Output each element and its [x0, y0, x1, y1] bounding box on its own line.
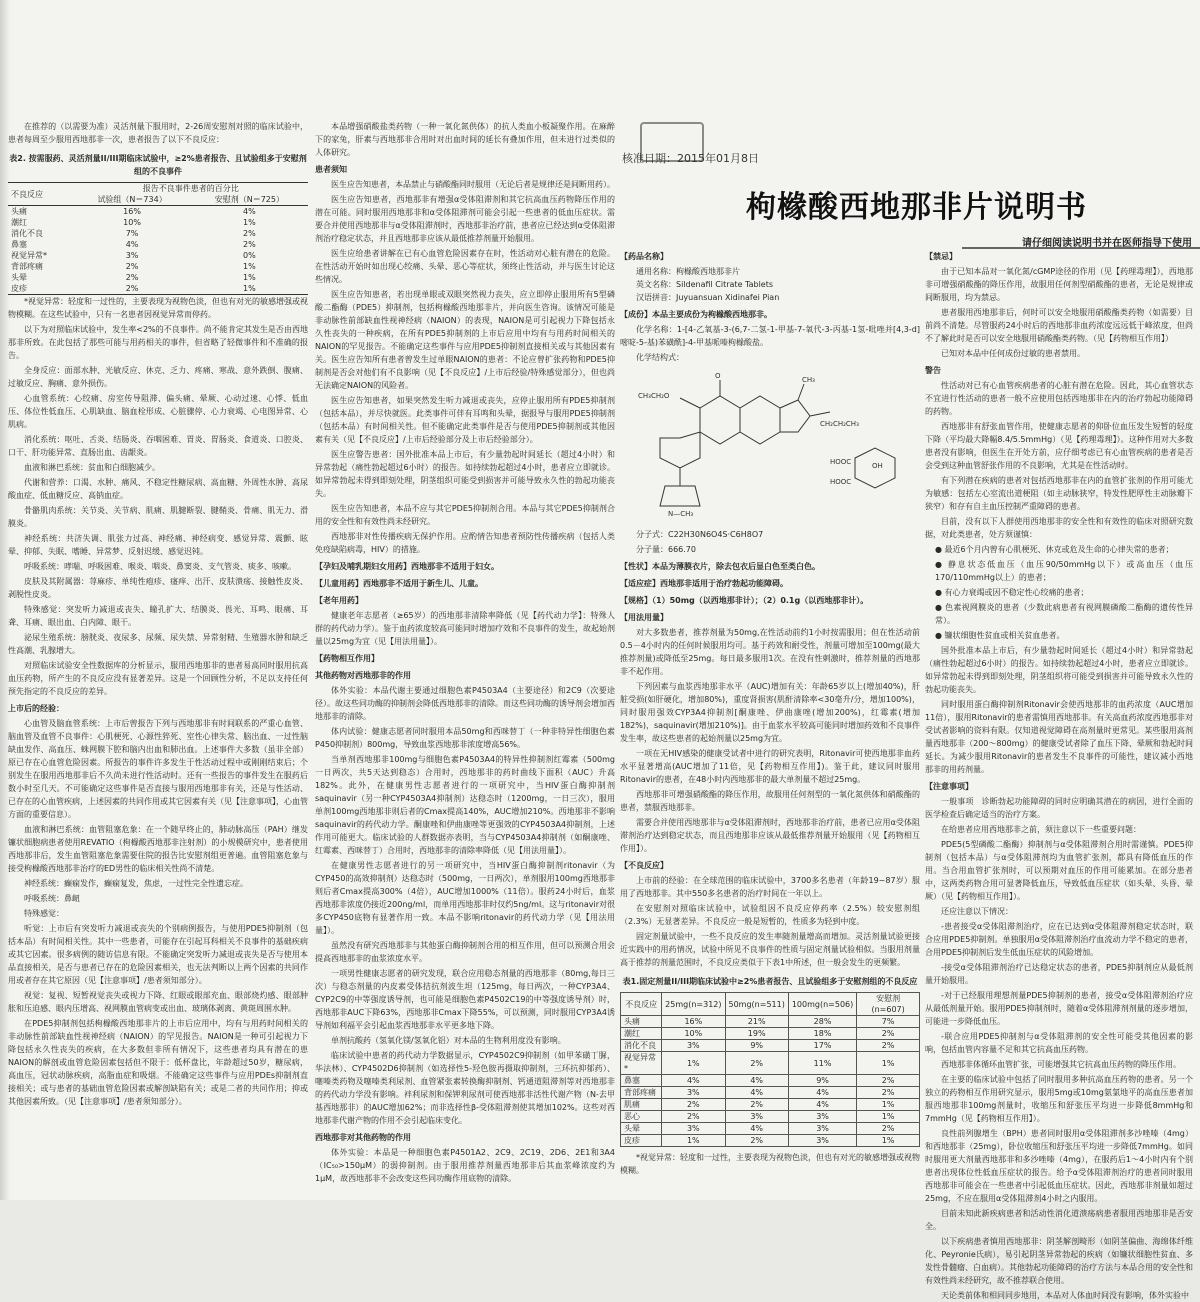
table-cell: 10% [662, 1028, 725, 1040]
table-cell: 2% [725, 1135, 788, 1147]
other-drug-heading: 西地那非对其他药物的作用 [315, 1133, 411, 1142]
warning-paragraph: 同时服用蛋白酶抑制剂Ritonavir会使西地那非的血药浓度（AUC增加11倍），服用Ritonavir的患者需慎用西地那非。有关高血药浓度西地那非对受试者影响的资料有限。仅知道视觉障碍在高剂量时更常见。某些服用高剂量西地那非（200～800mg）的健康受试者除了血压下降、晕厥和勃起时间延长。为减少服用Ritonavir的患者发生不良事件的可能性，建议减小西地那非的用药剂量。 [925, 700, 1193, 774]
table-cell: 4% [725, 1087, 788, 1099]
patient-info-paragraph: 医生应给患者讲解在已有心血管危险因素存在时，性活动对心脏有潜在的危险。在性活动开始时如出现心绞痛、头晕、恶心等症状，须终止性活动，并与医生讨论这些情况。 [315, 249, 615, 284]
drug-name-heading: 【药品名称】 [620, 252, 668, 261]
warning-bullet [925, 543, 1193, 556]
table-cell: 4% [725, 1123, 788, 1135]
chemical-name: 化学名称：1-[4-乙氧基-3-(6,7-二氢-1-甲基-7-氧代-3-丙基-1氢-吡唑并[4,3-d]嘧啶-5-基)苯磺酰]-4-甲基哌嗪枸橼酸盐。 [620, 325, 920, 347]
notes-paragraph: 以下疾病患者慎用西地那非：阴茎解剖畸形（如阴茎偏曲、海绵体纤维化、Peyronie氏病），易引起阴茎异常勃起的疾病（如镰状细胞性贫血、多发性骨髓瘤、白血病）。其他勃起功能障碍的治疗方法与本品合用的安全性和有效性尚未经研究，故不推荐联合使用。 [925, 1237, 1193, 1285]
notes-paragraph: 目前未知此新疾病患者和活动性消化道溃疡病患者服用西地那非是否安全。 [925, 1209, 1193, 1231]
patient-info-paragraph: 医生应告知患者，西地那非有增强α受体阻滞剂和其它抗高血压药物降压作用的潜在可能。同时服用西地那非和α受体阻滞剂可能会引起一些患者的低血压症状。需要合并使用西地那非与α受体阻滞剂时，西地那非治疗前，患者应已经达到α受体阻滞剂治疗稳定状态，并且西地那非应该从最低推荐剂量开始服用。 [315, 195, 615, 243]
svg-text:N—CH₃: N—CH₃ [668, 510, 694, 518]
interaction-heading: 【药物相互作用】 [315, 654, 379, 663]
usage-paragraph: 西地那非可增强硝酸酯的降压作用，故服用任何剂型的一氧化氮供体和硝酸酯的患者，禁服西地那非。 [620, 790, 920, 812]
interaction-paragraph: 体内试验：健康志愿者同时服用本品50mg和西咪替丁（一种非特异性细胞色素P450抑制剂）800mg，导致血浆西地那非浓度增高56%。 [315, 727, 615, 749]
table-cell: 2% [725, 1052, 788, 1075]
table-cell: 消化不良 [621, 1040, 662, 1052]
col1-paragraph: 以下为对照临床试验中，发生率<2%的不良事件。尚不能肯定其发生是否由西地那非所致。在此包括了那些可能与用药相关的事件，但省略了轻微事件和不准确的报告。 [8, 325, 308, 360]
table-cell: 2% [662, 1099, 725, 1111]
table-cell: 11% [788, 1052, 856, 1075]
table-cell: 4% [662, 1075, 725, 1087]
warning-paragraph: 国外批准本品上市后，有少量勃起时间延长（超过4小时）和异常勃起（痛性勃起超过6小时）的报告。如持续勃起超过4小时，患者应立即就诊。如异常勃起未得到即刻处理，阴茎组织将可能受到损害并可能导致永久性的勃起功能丧失。 [925, 646, 1193, 694]
interaction-paragraph: 体外实验：本品代谢主要通过细胞色素P4503A4（主要途径）和2C9（次要途径）。故这些同功酶的抑制剂会降低西地那非的清除。而这些同功酶的诱导剂会增加西地那非的清除。 [315, 686, 615, 721]
bullet-text: 最近6个月内曾有心肌梗死、休克或危及生命的心律失常的患者； [944, 545, 1174, 554]
table-cell: 10% [123, 218, 141, 227]
table-cell: 21% [725, 1016, 788, 1028]
notes-paragraph: -接受α受体阻滞剂治疗已达稳定状态的患者，PDE5抑制剂应从最低剂量开始服用。 [925, 963, 1193, 985]
patient-info-paragraph: 医生应告知患者，若出现单眼或双眼突然视力丧失，应立即停止服用所有5型磷酸二酯酶（PDE5）抑制剂，包括枸橼酸西地那非片，并向医生咨询。该情况可能是非动脉性前部缺血性视神经病（NAION）的表现，NAION是可引起视力下降包括永久性丧失的一种疾病，在所有PDE5抑制剂的上市后应用中均有与用药时间相关的NAION的罕见报告。不能确定这些事件与应用PDE5抑制剂直接相关或与其他因素有关。医生应告知所有患者曾发生过单眼NAION的患者：不论应曾扩张药物和PDE5抑制剂是否会对他们有不良影响（见【不良反应】/上市后经验/特殊感觉部分），但也尚无法确定NAION的风险者。 [315, 290, 615, 390]
usage-paragraph: 一项在无HIV感染的健康受试者中进行的研究表明，Ritonavir可使西地那非血药水平显著增高(AUC增加了11倍，见【药物相互作用】)。鉴于此，建议同时服用Ritonavir的患者，在48小时内西地那非的最大单剂量不超过25mg。 [620, 749, 920, 784]
table-cell: 2% [857, 1123, 920, 1135]
table-cell: 2% [243, 229, 256, 238]
patient-info-paragraph: 西地那非对性传播疾病无保护作用。应酌情告知患者预防性传播疾病（包括人类免疫缺陷病毒，HIV）的措施。 [315, 532, 615, 554]
table-cell: 视觉异常* [621, 1052, 662, 1075]
table-header-cell: 安慰剂(n=607) [857, 993, 920, 1016]
table-cell: 1% [857, 1099, 920, 1111]
bullet-icon: ● [935, 560, 949, 569]
warning-paragraph: 西地那非有舒张血管作用，使健康志愿者的仰卧位血压发生短暂的轻度下降（平均最大降幅8.4/5.5mmHg）（见【药理毒理】）。这种作用对大多数患者没有影响，但医生在开处方前，应仔细考虑已有心血管疾病的患者是否会受到这种血管舒张作用的不良影响，尤其是在性活动时。 [925, 422, 1193, 470]
warning-heading: 警告 [925, 366, 941, 375]
svg-text:HOOC: HOOC [830, 478, 852, 486]
table-cell: 1% [243, 218, 256, 227]
table2-head-placebo: 安慰剂（N＝725） [214, 195, 284, 204]
interaction-paragraph: 临床试验中患者的药代动力学数据显示，CYP4502C9抑制剂（如甲苯磺丁脲，华法林）、CYP4502D6抑制剂（如选择性5-羟色胺再摄取抑制剂，三环抗抑郁药）、噻嗪类药物及噻嗪类利尿剂、血管紧张素转换酶抑制剂、钙通道阻滞剂等对西地那非的药代动力学没有影响。袢利尿剂和保钾利尿剂可使西地那非活性代谢产物（N-去甲基西地那非）的AUC增加62%；而非选择性β-受体阻滞剂使其增加102%。这些对西地那非代谢产物的作用不会引起临床变化。 [315, 1051, 615, 1125]
table-row [8, 283, 308, 295]
table-row [8, 239, 308, 250]
postmarket-paragraph: 特殊感觉： [24, 909, 64, 918]
table-cell: 4% [788, 1087, 856, 1099]
adverse-paragraph: 在安慰剂对照临床试验中，试验组因不良反应停药率（2.5%）较安慰剂组（2.3%）无显著差异。不良反应一般是短暂的，性质多为轻到中度。 [620, 904, 920, 926]
table-cell: 2% [125, 284, 139, 293]
table-cell: 背部疼痛 [621, 1087, 662, 1099]
table-cell: 0% [243, 251, 256, 260]
svg-text:OH: OH [872, 462, 883, 470]
table1-footnote: *视觉异常：轻度和一过性，主要表现为视物色淡，但也有对光的敏感增强或视物模糊。 [620, 1153, 920, 1175]
chemical-structure-image [620, 368, 920, 518]
usage-paragraph: 需要合并使用西地那非与α受体阻滞剂时，西地那非治疗前，患者已应用α受体阻滞剂治疗达到稳定状态，而且西地那非应该从最低推荐剂量开始服用（见【药物相互作用】）。 [620, 818, 920, 853]
table-cell: 3% [788, 1123, 856, 1135]
table-cell: 鼻塞 [11, 240, 27, 249]
table-cell: 皮疹 [11, 284, 27, 293]
col1-paragraph: 神经系统：共济失调、肌张力过高、神经痛、神经病变、感觉异常、震颤、眩晕、抑郁、失眠、嗜睡、异常梦、反射迟缓、感觉迟钝。 [8, 534, 308, 556]
bullet-icon: ● [935, 545, 945, 554]
col2-top: 本品增强硝酸盐类药物（一种一氧化氮供体）的抗人类血小板凝聚作用。在麻醉下的家兔，肝素与西地那非合用时对出血时间的延长有叠加作用，但未进行过类似的人体研究。 [315, 122, 615, 157]
english-name: 英文名称：Sildenafil Citrate Tablets [636, 280, 774, 289]
interaction-paragraph: 虽然没有研究西地那非与其他蛋白酶抑制剂合用的相互作用，但可以预测合用会提高西地那非的血浆浓度水平。 [315, 941, 615, 963]
table2-group-header: 报告不良事件患者的百分比 [142, 184, 239, 193]
column-3 [620, 246, 920, 1206]
table-cell: 肌痛 [621, 1099, 662, 1111]
column-2 [315, 120, 615, 1183]
table2 [8, 182, 308, 295]
table-cell: 背部疼痛 [11, 262, 43, 271]
table-cell: 头晕 [621, 1123, 662, 1135]
notes-paragraph: 西地那非体循环血管扩张，可能增强其它抗高血压药物的降压作用。 [941, 1060, 1181, 1069]
table1-caption: 表1.固定剂量II/III期临床试验中≥2%患者报告、且试验组多于安慰剂组的不良反应 [622, 977, 918, 986]
children-section: 【儿童用药】西地那非不适用于新生儿、儿童。 [315, 579, 483, 588]
col1-paragraph: 特殊感觉：突发听力减退或丧失、瞳孔扩大、结膜炎、畏光、耳鸣、眼痛、耳聋、耳痛、眼出血、白内障、眼干。 [8, 605, 308, 627]
col1-paragraph: 呼吸系统：哮喘、呼吸困难、喉炎、咽炎、鼻窦炎、支气管炎、痰多、咳嗽。 [24, 562, 296, 571]
contraindication-paragraph: 由于已知本品对一氧化氮/cGMP途径的作用（见【药理毒理】），西地那非可增强硝酸酯的降压作用，故服用任何剂型硝酸酯的患者，无论是规律或间断服用，均为禁忌。 [925, 267, 1193, 302]
col1-paragraph: 对照临床试验安全性数据库的分析显示，服用西地那非的患者易高同时服用抗高血压药物，所产生的不良反应没有显著差异。这是一个回顾性分析，不足以支持任何预先指定的不良反应的差异。 [8, 661, 308, 696]
table-cell: 2% [243, 240, 256, 249]
adverse-paragraph: 固定剂量试验中，一些不良反应的发生率随剂量增高而增加。灵活剂量试验更接近实践中的用药情况，试验中所见不良事件的性质与固定剂量试验相似。当服用剂量高于推荐的剂量范围时，不良反应类似于下表1中所述，但一般会发生的更频繁。 [620, 932, 920, 967]
molecular-formula: 分子式：C22H30N6O4S·C6H8O7 [636, 530, 764, 539]
patient-info-paragraph: 医生应警告患者：国外批准本品上市后，有少量勃起时间延长（超过4小时）和异常勃起（痛性勃起超过6小时）的报告。如持续勃起超过4小时，患者应立即就诊。如异常勃起未得到即刻处理，阴茎组织可能受到损害并可能导致永久性的勃起功能丧失。 [315, 450, 615, 498]
warning-bullet [925, 601, 1193, 627]
table-row [621, 1040, 920, 1052]
table-cell: 3% [125, 251, 139, 260]
table-cell: 恶心 [621, 1111, 662, 1123]
svg-text:CH₃: CH₃ [802, 376, 815, 384]
table-cell: 16% [123, 207, 141, 216]
warning-paragraph: 有下列潜在疾病的患者对包括西地那非在内的血管扩张剂的作用可能尤为敏感：包括左心室流出道梗阻（如主动脉狭窄，特发性肥厚性主动脉瓣下狭窄）和存有自主血压控制严重障碍的患者。 [925, 476, 1193, 511]
table-cell: 3% [662, 1040, 725, 1052]
usage-heading: 【用法用量】 [620, 613, 668, 622]
table-cell: 头痛 [621, 1016, 662, 1028]
notes-paragraph: 良性前列腺增生（BPH）患者同时服用α受体阻滞剂多沙唑嗪（4mg）和西地那非（25mg），卧位收缩压和舒张压平均进一步降低7mmHg。如同时服用更大剂量西地那非和多沙唑嗪（4mg），在服药后1～4小时内有个别患者出现体位性低血压症状的报告。给予α受体阻滞剂治疗的患者同时服用西地那非可能会在一些患者中引起低血压症状。因此，西地那非剂量如超过25mg，不应在服用α受体阻滞剂4小时之内服用。 [925, 1129, 1193, 1203]
leaflet-header [620, 118, 1200, 249]
table-cell: 鼻塞 [621, 1075, 662, 1087]
table-header-row [621, 993, 920, 1016]
bullet-text: 色素视网膜炎的患者（少数此病患者有视网膜磷酸二酯酶的遗传性异常）。 [935, 603, 1193, 625]
interaction-paragraph: 在健康男性志愿者进行的另一项研究中，当HIV蛋白酶抑制剂ritonavir（为CYP450的高效抑制剂）达稳态时（500mg，一日两次），单剂服用100mg西地那非则后者Cmax提高300%（4倍），AUC增加1000%（11倍）。服药24小时后，血浆西地那非浓度仍接近200ng/ml，而单用西地那非时仅约5ng/ml。这与ritonavir对很多CYP450底物有显著作用一致。本品不影响ritonavir的药代动力学（见【用法用量】）。 [315, 861, 615, 935]
contraindication-heading: 【禁忌】 [925, 252, 957, 261]
postmarket-paragraph: 听觉：上市后有突发听力减退或丧失的个别病例报告，与使用PDE5抑制剂（包括本品）有时间相关性。其中一些患者，可能存在引起耳科相关不良事件的基础疾病或其它因素。很多病例的随访信息有限。不能确定突发听力减退或丧失是否与使用本品直接相关，是否与患者已存在的危险因素相关，也无法判断以上两个因素的共同作用或者存在其它原因（见【注意事项】/患者须知部分）。 [8, 924, 308, 985]
table-cell: 4% [725, 1075, 788, 1087]
col1-paragraph: *视觉异常：轻度和一过性的，主要表现为视物色淡，但也有对光的敏感增强或视物模糊。在这些试验中，只有一名患者因视觉异常而停药。 [8, 297, 308, 319]
table-cell: 2% [125, 262, 139, 271]
postmarket-paragraph: 呼吸系统：鼻衄 [24, 894, 80, 903]
notes-paragraph: -患者接受α受体阻滞剂治疗，应在已达到α受体阻滞剂稳定状态时，联合应用PDE5抑制剂。单独服用α受体阻滞剂治疗血流动力学不稳定的患者，合用PDE5抑制剂后发生低血压症状的风险增加。 [925, 922, 1193, 957]
table2-head-adverse: 不良反应 [11, 189, 43, 199]
table-header-cell: 100mg(n=506) [788, 993, 856, 1016]
interaction-subheading: 其他药物对西地那非的作用 [315, 671, 411, 680]
svg-text:CH₂CH₂CH₃: CH₂CH₂CH₃ [820, 420, 859, 428]
table-cell: 1% [243, 284, 256, 293]
svg-text:O: O [715, 372, 721, 380]
ingredient-section: 【成份】本品主要成份为枸橼酸西地那非。 [620, 310, 772, 319]
table-cell: 2% [857, 1028, 920, 1040]
patient-info-paragraph: 医生应告知患者，如果突然发生听力减退或丧失，应停止服用所有PDE5抑制剂（包括本品），并尽快就医。此类事件可伴有耳鸣和头晕，据报导与服用PDE5抑制剂（包括本品）有时间相关性。但不能确定此类事件是否与使用PDE5抑制剂或其他因素有关（见【不良反应】/上市后经验部分及上市后经验部分）。 [315, 396, 615, 444]
table-row [621, 1016, 920, 1028]
document-title: 枸橼酸西地那非片说明书 [746, 190, 1087, 225]
table-cell: 1% [243, 262, 256, 271]
table-row [621, 1099, 920, 1111]
table-cell: 2% [725, 1099, 788, 1111]
table-header-cell: 25mg(n=312) [662, 993, 725, 1016]
notes-paragraph: 天论类前体和相同同步地用，本品对人体血时间没有影响，体外实验中 [941, 1291, 1189, 1300]
table1 [620, 992, 920, 1147]
elderly-text: 健康老年志愿者（≥65岁）的西地那非清除率降低（见【药代动力学】：特殊人群的药代动力学）。鉴于血药浓度较高可能同时增加疗效和不良事件的发生，故起始剂量以25mg为宜（见【用法用量】）。 [315, 611, 615, 646]
other-drug-text: 体外实验：本品是一种细胞色素P4501A2、2C9、2C19、2D6、2E1和3A4（IC₅₀>150μM）的弱抑制剂。由于服用推荐剂量西地那非后其血浆峰浓度约为1μM，故西地那非不会改变这些同功酶作用底物的清除。 [315, 1148, 615, 1183]
table-cell: 3% [662, 1087, 725, 1099]
interaction-paragraph: 当单剂西地那非100mg与细胞色素P4503A4的特异性抑制剂红霉素（500mg一日两次，共5天达到稳态）合用时，西地那非的药时曲线下面积（AUC）升高182%。此外，在健康男性志愿者进行的一项研究中，当HIV蛋白酶抑制剂saquinavir（另一种CYP4503A4抑制剂）达稳态时（1200mg，一日三次），服用单剂100mg西地那非则后者的Cmax提高140%，AUC增加210%。西地那非不影响saquinavir的药代动力学。酮康唑和伊曲康唑等更强效的CYP4503A4抑制剂，上述作用可能更大。临床试验的人群数据亦表明，当与CYP4503A4抑制剂（如酮康唑、红霉素、西咪替丁）合用时，西地那非的清除率降低（见【用法用量】）。 [315, 755, 615, 855]
table-cell: 皮疹 [621, 1135, 662, 1147]
table-cell: 16% [662, 1016, 725, 1028]
bullet-icon: ● [935, 603, 946, 612]
table-cell: 2% [857, 1087, 920, 1099]
table-cell: 9% [788, 1075, 856, 1087]
table-cell: 4% [788, 1099, 856, 1111]
table-cell: 1% [857, 1135, 920, 1147]
notes-heading: 【注意事项】 [925, 782, 973, 791]
notes-paragraph: -联合应用PDE5抑制剂与α受体阻滞剂的安全性可能受其他因素的影响，包括血管内容量不足和其它抗高血压药物。 [925, 1032, 1193, 1054]
warning-paragraph: 目前，没有以下人群使用西地那非的安全性和有效性的临床对照研究数据，对此类患者，处方须谨慎： [925, 517, 1193, 539]
warning-bullet [925, 586, 1193, 599]
table-cell: 3% [788, 1111, 856, 1123]
bullet-text: 有心力衰竭或因不稳定性心绞痛的患者； [944, 588, 1089, 597]
table-cell: 4% [243, 207, 256, 216]
table-row [621, 1087, 920, 1099]
postmarket-paragraph: 在PDE5抑制剂包括枸橼酸西地那非片的上市后应用中，均有与用药时间相关的非动脉性前部缺血性视神经病（NAION）的罕见报告。NAION是一种可引起视力下降包括永久性丧失的疾病，在大多数但非所有情况下，这些患者均具有潜在的患NAION的解剖或血管危险因素包括但不限于：低杯盘比，年龄超过50岁，糖尿病，高血压，冠状动脉疾病，高脂血症和吸烟。不能确定这些事件与应用PDEs抑制剂直接相关；或与患者的基础血管危险因素或解剖缺陷有关；或是二者的共同作用；抑或其他因素所致。（见【注意事项】/患者须知部分）。 [8, 1019, 308, 1106]
col1-paragraph: 血液和淋巴系统：贫血和白细胞减少。 [24, 463, 160, 472]
table-row [8, 228, 308, 239]
table-row [8, 217, 308, 228]
table-cell: 4% [125, 240, 139, 249]
approval-date: 核准日期：2015年01月8日 [622, 152, 759, 165]
table-row [621, 1075, 920, 1087]
table-header-cell: 50mg(n=511) [725, 993, 788, 1016]
table-cell: 7% [125, 229, 139, 238]
adverse-heading: 【不良反应】 [620, 861, 668, 870]
table-cell: 1% [243, 273, 256, 282]
notes-paragraph: 在给患者应用西地那非之前，须注意以下一些重要问题： [941, 825, 1141, 834]
notes-paragraph: 在主要的临床试验中包括了同时服用多种抗高血压药物的患者。另一个独立的药物相互作用研究显示，服用5mg或10mg氨氯地平的高血压患者加服西地那非100mg剂量时，收缩压和舒张压平均进一步降低8mmHg和7mmHg（见【药物相互作用】）。 [925, 1075, 1193, 1123]
postmarket-heading: 上市后的经验： [8, 704, 64, 713]
table-cell: 3% [725, 1111, 788, 1123]
table-cell: 1% [662, 1052, 725, 1075]
table2-caption: 表2. 按需服药、灵活剂量II/III期临床试验中，≥2%患者报告、且试验组多于安慰剂组的不良事件 [9, 154, 307, 176]
table-row [621, 1111, 920, 1123]
table-cell: 9% [725, 1040, 788, 1052]
spec-section: 【规格】（1）50mg（以西地那非计）；（2）0.1g（以西地那非计）。 [620, 596, 869, 605]
table-cell: 视觉异常* [11, 251, 47, 260]
table-cell: 17% [788, 1040, 856, 1052]
contraindication-paragraph: 已知对本品中任何成份过敏的患者禁用。 [941, 349, 1085, 358]
table-row [8, 206, 308, 218]
usage-paragraph: 对大多数患者，推荐剂量为50mg,在性活动前约1小时按需服用；但在性活动前0.5－4小时内的任何时候服用均可。基于药效和耐受性，剂量可增加至100mg(最大推荐剂量)或降低至25mg。每日最多服用1次。在没有性刺激时，推荐剂量的西地那非不起作用。 [620, 628, 920, 676]
table-cell: 1% [857, 1052, 920, 1075]
table-cell: 3% [788, 1135, 856, 1147]
col1-paragraph: 代谢和营养：口渴、水肿、痛风、不稳定性糖尿病、高血糖、外周性水肿、高尿酸血症、低血糖反应、高钠血症。 [8, 478, 308, 500]
table-cell: 2% [857, 1075, 920, 1087]
col1-paragraph: 泌尿生殖系统：膀胱炎、夜尿多、尿频、尿失禁、异常射精、生殖器水肿和缺乏性高潮、乳腺增大。 [8, 633, 308, 655]
table-cell: 1% [662, 1135, 725, 1147]
table-row [621, 1135, 920, 1147]
notes-paragraph: PDE5(5型磷酸二酯酶）抑制剂与α受体阻滞剂合用时需谨慎。PDE5抑制剂（包括本品）与α受体阻滞剂均为血管扩张剂，都具有降低血压的作用。当合用血管扩张剂时，可以预期对血压的作用可能累加。在部分患者中，这两类药物合用可显著降低血压，导致低血压症状（如头晕、头昏、晕厥）（见【药物相互作用】）。 [925, 840, 1193, 901]
warning-bullet [925, 629, 1193, 642]
pinyin-name: 汉语拼音：Juyuansuan Xidinafei Pian [636, 293, 780, 302]
col1-paragraph: 皮肤及其附属器：荨麻疹、单纯性疱疹、瘙痒、出汗、皮肤溃疡、接触性皮炎、剥脱性皮炎。 [8, 577, 308, 599]
col1-paragraph: 心血管系统：心绞痛、房室传导阻滞、偏头痛、晕厥、心动过速、心悸、低血压、体位性低血压、心肌缺血、脑血栓形成、心脏骤停、心力衰竭、心电图异常、心肌病。 [8, 394, 308, 429]
table2-head-test: 试验组（N＝734） [97, 195, 167, 204]
table-cell: 3% [662, 1123, 725, 1135]
table-cell: 18% [788, 1028, 856, 1040]
indication-section: 【适应症】西地那非适用于治疗勃起功能障碍。 [620, 579, 788, 588]
generic-name: 通用名称：枸橼酸西地那非片 [636, 267, 740, 276]
usage-paragraph: 下列因素与血浆西地那非水平（AUC)增加有关：年龄65岁以上(增加40%)，肝脏受损(如肝硬化，增加80%)，重度肾损害(肌酐清除率<30毫升/分，增加100%)，同时服用强效CYP3A4抑制剂[酮康唑、伊曲康唑(增加200%)，红霉素(增加182%)，saquinavir(增加210%)]。由于血浆水平较高可能同时增加药效和不良事件发生率，故这些患者的起始剂量以25mg为宜。 [620, 682, 920, 743]
table-row [621, 1028, 920, 1040]
notes-paragraph: 一般事项 诊断勃起功能障碍的同时应明确其潜在的病因，进行全面的医学检查后确定适当的治疗方案。 [925, 797, 1193, 819]
postmarket-paragraph: 神经系统：癫痫发作，癫痫复发，焦虑，一过性完全性遗忘症。 [24, 879, 248, 888]
patient-info-heading: 患者须知 [315, 165, 347, 174]
table-cell: 2% [125, 273, 139, 282]
bullet-text: 镰状细胞性贫血或相关贫血患者。 [944, 631, 1065, 640]
svg-text:HOOC: HOOC [830, 458, 852, 466]
table-row [8, 261, 308, 272]
table-cell: 头晕 [11, 273, 27, 282]
postmarket-paragraph: 血液和淋巴系统：血管阻塞危象：在一个随早终止的，肺动脉高压（PAH）继发镰状细胞病患者使用REVATIO（枸橼酸西地那非注射剂）的小规模研究中，患者使用西地那非后，发生血管阻塞危象需要住院的报告比安慰剂组更普遍。血管阻塞危象与接受枸橼酸西地那非治疗的ED男性的临床相关性尚不清楚。 [8, 825, 308, 873]
adverse-paragraph: 上市前的经验：在全球范围的临床试验中，3700多名患者（年龄19~87岁）服用了西地那非。其中550多名患者的治疗时间在一年以上。 [620, 876, 920, 898]
col1-paragraph: 全身反应：面部水肿、光敏反应、休克、乏力、疼痛、寒战、意外跌倒、腹痛、过敏反应、胸痛、意外损伤。 [8, 366, 308, 388]
table-row [621, 1123, 920, 1135]
col1-intro: 在推荐的（以需要为准）灵活剂量下服用时，2-26周安慰剂对照的临床试验中，患者每周至少服用西地那非一次，患者报告了以下不良反应： [8, 122, 308, 144]
traits-section: 【性状】本品为薄膜衣片，除去包衣后显白色至类白色。 [620, 562, 820, 571]
table-cell: 消化不良 [11, 229, 43, 238]
table-cell: 头痛 [11, 207, 27, 216]
notes-paragraph: -对于已经服用理想剂量PDE5抑制剂的患者，接受α受体阻滞剂治疗应从最低剂量开始。服用PDE5抑制剂时，随着α受体阻滞剂剂量的逐步增加，可能进一步降低血压。 [925, 991, 1193, 1026]
table-row [621, 1052, 920, 1075]
interaction-paragraph: 单剂抗酸药（氢氧化镁/氢氧化铝）对本品的生物利用度没有影响。 [331, 1036, 566, 1045]
bullet-text: 静息状态低血压（血压90/50mmHg以下）或高血压（血压170/110mmHg以上）的患者； [935, 560, 1193, 582]
table-cell: 2% [857, 1040, 920, 1052]
table-cell: 1% [857, 1111, 920, 1123]
table-cell: 潮红 [621, 1028, 662, 1040]
table-cell: 7% [857, 1016, 920, 1028]
column-4 [925, 246, 1193, 1300]
document-subtitle: 请仔细阅读说明书并在医师指导下使用 [1022, 234, 1192, 249]
molecular-weight: 分子量：666.70 [636, 545, 696, 554]
postmarket-paragraph: 心血管及脑血管系统：上市后曾报告下列与西地那非有时间联系的严重心血管、脑血管及血管不良事件：心肌梗死、心源性猝死、室性心律失常、脑出血、一过性脑缺血发作、高血压、蛛网膜下腔和脑内出血和肺出血。上述事件大多数（虽非全部）原已存在心血管危险因素。所报告的事件许多发生于性活动过程中或刚刚结束后；个别发生在服用西地那非后不久尚未进行性活动时。还有一些报告的事件发生在服药后数小时至几天。不可能确定这些事件是否直接与服用西地那非有关，还是与性活动、已存在的心血管疾病，上述因素的共同作用或其它因素有关（见【注意事项】，心血管方面的重要信息）。 [8, 719, 308, 819]
table-row [8, 272, 308, 283]
table-header-cell: 不良反应 [621, 993, 662, 1016]
table-cell: 2% [662, 1111, 725, 1123]
contraindication-paragraph: 患者服用西地那非后，何时可以安全地服用硝酸酯类药物（如需要）目前尚不清楚。尽管服药24小时后的西地那非血药浓度远远低于峰浓度，但尚不了解此时是否可以安全地服用硝酸酯类药物。（见【药物相互作用】） [925, 308, 1193, 343]
warning-bullet [925, 558, 1193, 584]
table-cell: 潮红 [11, 218, 27, 227]
interaction-paragraph: 一项男性健康志愿者的研究发现，联合应用稳态剂量的西地那非（80mg,每日三次）与稳态剂量的内皮素受体拮抗剂波生坦（125mg，每日两次，一种CYP3A4、CYP2C9的中等强度诱导剂，也可能是细胞色素P4502C19的中等强度诱导剂）时，西地那非AUC下降63%，西地那非Cmax下降55%，可以预测，同时服用CYP3A4诱导剂如利福平会引起血浆西地那非水平更多地下降。 [315, 969, 615, 1030]
patient-info-paragraph: 医生应告知患者，本品禁止与硝酸酯同时服用（无论后者是规律还是间断用药）。 [331, 180, 615, 189]
col1-paragraph: 消化系统：呕吐、舌炎、结肠炎、吞咽困难、胃炎、胃肠炎、食道炎、口腔炎、口干、肝功能异常、直肠出血、齿龈炎。 [8, 435, 308, 457]
table-row [8, 250, 308, 261]
column-1 [8, 120, 308, 1130]
table-cell: 28% [788, 1016, 856, 1028]
table-cell: 19% [725, 1028, 788, 1040]
notes-paragraph: 还应注意以下情况： [941, 907, 1013, 916]
svg-text:CH₃CH₂O: CH₃CH₂O [638, 392, 670, 400]
postmarket-paragraph: 视觉：复视、短暂视觉丧失或视力下降、红眼或眼部充血、眼部烧灼感、眼部肿胀和压迫感、眼内压增高、视网膜血管病变或出血、玻璃体剥离、黄斑周围水肿。 [8, 991, 308, 1013]
bullet-icon: ● [935, 588, 945, 597]
col1-paragraph: 骨骼肌肉系统：关节炎、关节病、肌痛、肌腱断裂、腱鞘炎、骨痛、肌无力、滑膜炎。 [8, 506, 308, 528]
elderly-heading: 【老年用药】 [315, 596, 363, 605]
bullet-icon: ● [935, 631, 945, 640]
structure-label: 化学结构式： [636, 353, 684, 362]
warning-paragraph: 性活动对已有心血管疾病患者的心脏有潜在危险。因此，其心血管状态不宜进行性活动的患者一般不应使用包括西地那非在内的治疗勃起功能障碍的药物。 [925, 381, 1193, 416]
patient-info-paragraph: 医生应告知患者，本品不应与其它PDE5抑制剂合用。本品与其它PDE5抑制剂合用的安全性和有效性尚未经研究。 [315, 504, 615, 526]
pregnancy-section: 【孕妇及哺乳期妇女用药】西地那非不适用于妇女。 [315, 562, 499, 571]
